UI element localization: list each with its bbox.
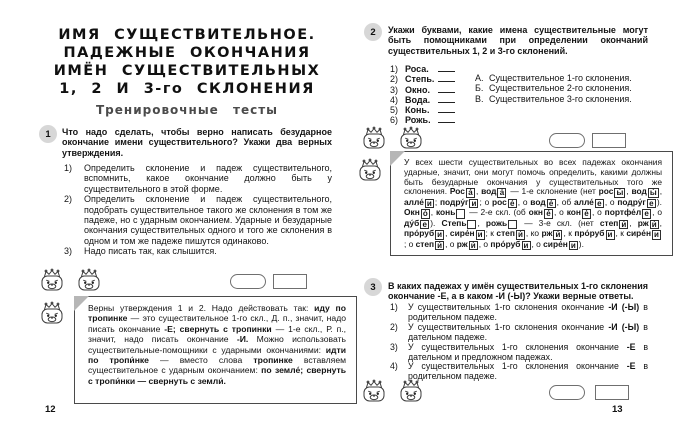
option-number: 1) xyxy=(390,302,398,312)
option-number: 1) xyxy=(64,163,73,173)
page-number-left: 12 xyxy=(45,404,56,415)
word-item xyxy=(390,94,455,104)
option-text: Определить склонение и падеж существительного, подобрать существительное такого же склонения в том же падеже, но с ударным окончанием. Ударные и безударные окончания существительных одного и того же склонения в одном и том же падеже пишутся одинаково. xyxy=(84,194,332,246)
question2-word-list xyxy=(390,63,455,125)
option-text: Существительное 3-го склонения. xyxy=(489,93,632,104)
option-letter: Б. xyxy=(475,83,484,94)
option-number: 4) xyxy=(390,361,398,372)
chapter-title xyxy=(42,26,332,98)
option-item xyxy=(64,246,332,256)
option-text: Определить склонение и падеж существительного, вспомнить, какое окончание должно быть у существительного в этой форме. xyxy=(84,163,332,194)
letter-option xyxy=(475,83,632,93)
letter-option xyxy=(475,73,632,83)
folded-corner xyxy=(390,151,405,166)
answer-rect-blank xyxy=(595,385,629,400)
chapter-title-line: ИМЁН СУЩЕСТВИТЕЛЬНЫХ xyxy=(53,63,321,79)
answer-blank-line xyxy=(438,63,455,72)
item-word: Вода. xyxy=(405,94,431,105)
answer-blank-line xyxy=(438,94,455,103)
chapter-title-line: 1, 2 И 3-го СКЛОНЕНИЯ xyxy=(59,81,315,97)
item-word: Окно. xyxy=(405,84,430,95)
option-text: Существительное 1-го склонения. xyxy=(489,73,632,83)
option-item xyxy=(390,343,648,363)
word-item xyxy=(390,114,455,124)
item-number: 3) xyxy=(390,84,399,95)
option-number: 2) xyxy=(64,194,73,205)
item-number: 4) xyxy=(390,94,399,105)
answer-rect-blank xyxy=(592,133,626,148)
chapter-title-line: ИМЯ СУЩЕСТВИТЕЛЬНОЕ. xyxy=(58,27,316,43)
answer-blank-line xyxy=(438,104,455,113)
option-number: 2) xyxy=(390,321,398,332)
answer-blank-line xyxy=(438,73,455,82)
option-item xyxy=(64,163,332,194)
answer-note-text: У всех шести существительных во всех падежах окончания ударные, значит, они могут помочь определить, какими должны быть безударные окончания у существительных того же склонения. Рос а́ , вод а́ — 1-е склонение (нет рос ы́ , вод ы́ , алле́ и ; подру́г и ; о рос е́ , о вод е́ , об алле́ е , о подру́г е ). Окн о́ , конь — 2-е скл. (об окн е́ , о кон е́ , о портфе́л е , о ду́б е ). Степь , рожь — 3-е скл. (нет степ и́ , рж и́ , про́руб и , сире́н и ; к степ и́ , ко рж и́ , к про́руб и , к сире́н и; о степ и́ , о рж и́ , о про́руб и , о сире́н и ). xyxy=(404,157,663,250)
item-word: Рожь. xyxy=(405,115,431,126)
question3-text: В каких падежах у имён существительных 1-го склонения окончание -Е, а в каком -И (-Ы)? Укажи верные ответы. xyxy=(388,281,649,302)
option-text: У существительных 1-го склонения окончание -И (-Ы) в родительном падеже. xyxy=(408,302,648,322)
answer-blank-line xyxy=(438,84,455,93)
item-number: 6) xyxy=(390,115,399,126)
crowned-cat-icon xyxy=(361,126,387,150)
crowned-cat-icon xyxy=(76,268,102,292)
question2-letter-options xyxy=(475,73,632,104)
option-text: Надо писать так, как слышится. xyxy=(84,246,217,257)
item-word: Конь. xyxy=(405,105,430,116)
option-item xyxy=(390,362,648,382)
answer-oval-blank xyxy=(549,133,585,148)
letter-option xyxy=(475,94,632,104)
answer-oval-blank xyxy=(549,385,585,400)
word-item xyxy=(390,63,455,73)
crowned-cat-icon xyxy=(361,379,387,403)
word-item xyxy=(390,84,455,94)
crowned-cat-icon xyxy=(398,126,424,150)
question1-text: Что надо сделать, чтобы верно написать безударное окончание имени существительного? Укажи два верных утверждения. xyxy=(62,127,332,158)
item-word: Степь. xyxy=(405,74,435,85)
answer-note-box xyxy=(74,296,357,404)
question1-number-badge: 1 xyxy=(39,125,57,143)
option-item xyxy=(390,303,648,323)
answer-note-box xyxy=(390,151,673,256)
word-item xyxy=(390,104,455,114)
page-number-right: 13 xyxy=(612,404,623,415)
item-number: 5) xyxy=(390,105,399,116)
item-number: 1) xyxy=(390,64,399,74)
option-number: 3) xyxy=(390,341,398,352)
crowned-cat-icon xyxy=(39,268,65,292)
option-letter: А. xyxy=(475,73,484,83)
answer-blank-line xyxy=(438,114,455,123)
option-text: Существительное 2-го склонения. xyxy=(489,83,632,94)
question2-number-badge: 2 xyxy=(364,23,382,41)
option-text: У существительных 1-го склонения окончание -Е в родительном падеже. xyxy=(408,361,648,382)
question2-text: Укажи буквами, какие имена существительные могут быть помощниками при определении окончаний существительных 1, 2 и 3-го склонений. xyxy=(388,25,648,56)
option-text: У существительных 1-го склонения окончание -И (-Ы) в дательном падеже. xyxy=(408,321,648,342)
question1-options xyxy=(64,163,332,257)
option-item xyxy=(64,194,332,246)
question3-number-badge: 3 xyxy=(364,278,382,296)
option-number: 3) xyxy=(64,246,73,257)
word-item xyxy=(390,73,455,83)
crowned-cat-icon xyxy=(398,379,424,403)
chapter-title-line: ПАДЕЖНЫЕ ОКОНЧАНИЯ xyxy=(63,45,311,61)
folded-corner xyxy=(74,296,89,311)
item-word: Роса. xyxy=(405,64,429,74)
section-subtitle: Тренировочные тесты xyxy=(96,103,278,117)
option-letter: В. xyxy=(475,93,484,104)
crowned-cat-icon xyxy=(39,301,65,325)
item-number: 2) xyxy=(390,74,399,85)
option-item xyxy=(390,323,648,343)
answer-oval-blank xyxy=(230,274,266,289)
question3-options xyxy=(390,303,648,382)
option-text: У существительных 1-го склонения окончание -Е в дательном и предложном падежах. xyxy=(408,341,648,362)
answer-rect-blank xyxy=(273,274,307,289)
answer-note-text: Верны утверждения 1 и 2. Надо действовать так: иду по тропинке — это существительное 1-го скл., Д. п., значит, надо писать окончание -Е; свернуть с тропинки — 1-е скл., Р. п., значит, надо писать окончание -И. Можно использовать существительные-помощники с ударными окончаниями: идти по тропи́нке — вместо слова тропинке вставляем существительное с ударным окончанием: по земле́; свернуть с тропи́нки — свернуть с земли́. xyxy=(88,303,347,386)
crowned-cat-icon xyxy=(357,158,383,182)
